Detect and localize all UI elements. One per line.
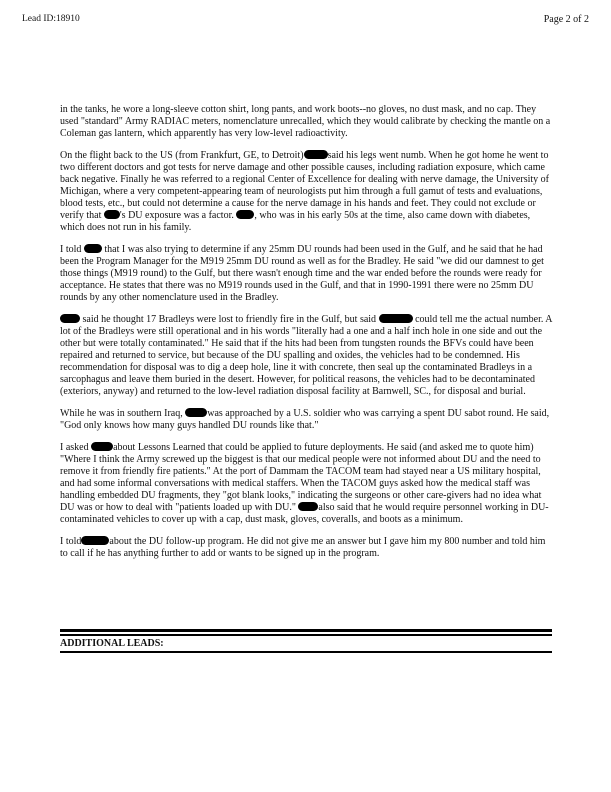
redaction-mark	[60, 314, 80, 323]
redaction-mark	[84, 244, 102, 253]
paragraph-tank-clothing: in the tanks, he wore a long-sleeve cotton shirt, long pants, and work boots--no gloves, no dust mask, and no cap. They used "standard" Army RADIAC meters, nomenclature unrecalled, which they would calibrate by checking the mantle on a Coleman gas lantern, which apparently has very low-level radioactivity.	[60, 104, 551, 140]
paragraph-sabot-round: While he was in southern Iraq, was approached by a U.S. soldier who was carrying a spent DU sabot round. He said, "God only knows how many guys handled DU rounds like that."	[60, 408, 550, 432]
section-divider	[60, 634, 552, 636]
lead-id: Lead ID:18910	[22, 14, 80, 24]
redaction-mark	[379, 314, 413, 323]
redaction-mark	[298, 502, 318, 511]
paragraph-bradley-losses: said he thought 17 Bradleys were lost to friendly fire in the Gulf, but said could tell me the actual number. A lot of the Bradleys were still operational and in his words "literally had a one and a half inch hole in one side and out the other but were totally contaminated." He said that if the hits had been from tungsten rounds the BFVs could have been repaired and returned to service, but because of the DU spalling and oxides, the vehicles had to be condemned. His recommendation for disposal was to dig a deep hole, line it with concrete, then seal up the contaminated Bradleys in a sarcophagus and leave them buried in the desert. However, for political reasons, the vehicles had to be decontaminated (exteriors, anyway) and returned to the low-level radiation disposal facility at Barnwell, SC., for disposal and burial.	[60, 313, 552, 398]
paragraph-m919-round: I told that I was also trying to determine if any 25mm DU rounds had been used in the Gulf, and he said that he had been the Program Manager for the M919 25mm DU round as well as for the Bradley. He said "we did our damnest to get those things (M919 round) to the Gulf, but there wasn't enough time and the war ended before the rounds were ready for acceptance. He states that there was no M919 rounds used in the Gulf, and that in 1990-1991 there were no 25mm DU rounds by any other nomenclature used in the Bradley.	[60, 243, 544, 304]
paragraph-lessons-learned: I asked about Lessons Learned that could be applied to future deployments. He said (and asked me to quote him) "Where I think the Army screwed up the biggest is that our medical people were not informed about DU and the need to remove it from friendly fire patients." At the port of Dammam the TACOM team had stayed near a US military hospital, and had some informal conversations with medical staffers. When the TACOM guys asked how the medical staff was handling embedded DU fragments, they "got blank looks," indicating the surgeons or other care-givers had no idea what DU was or how to deal with "patients loaded up with DU." also said that he would require personnel working in DU-contaminated vehicles to cover up with a cap, dust mask, gloves, coveralls, and boots as a minimum.	[60, 441, 549, 526]
document-body	[60, 104, 552, 570]
redaction-mark	[104, 210, 120, 219]
redaction-mark	[91, 442, 113, 451]
section-divider	[60, 629, 552, 632]
paragraph-flight-nerve-damage: On the flight back to the US (from Frankfurt, GE, to Detroit) said his legs went numb. When he got home he went to two different doctors and got tests for nerve damage and other possible causes, including radiation exposure, which came back negative. Finally he was referred to a regional Center of Excellence for dealing with nerve damage, the University of Michigan, where a very competent-appearing team of neurologists put him through a full gamut of tests and evaluations, blood tests, etc., but could not determine a cause for the nerve damage in his hands and feet. They could not exclude or verify that 's DU exposure was a factor. , who was in his early 50s at the time, also came down with diabetes, which does not run in his family.	[60, 149, 549, 234]
page-header	[22, 14, 589, 28]
redaction-mark	[304, 150, 328, 159]
page-number: Page 2 of 2	[543, 14, 589, 25]
redaction-mark	[81, 536, 109, 545]
redaction-mark	[236, 210, 254, 219]
additional-leads-heading: ADDITIONAL LEADS:	[60, 638, 164, 649]
section-divider	[60, 651, 552, 653]
paragraph-follow-up-program: I told about the DU follow-up program. He did not give me an answer but I gave him my 800 number and told him to call if he has anything further to add or wants to be signed up in the program.	[60, 535, 546, 559]
redaction-mark	[185, 408, 207, 417]
